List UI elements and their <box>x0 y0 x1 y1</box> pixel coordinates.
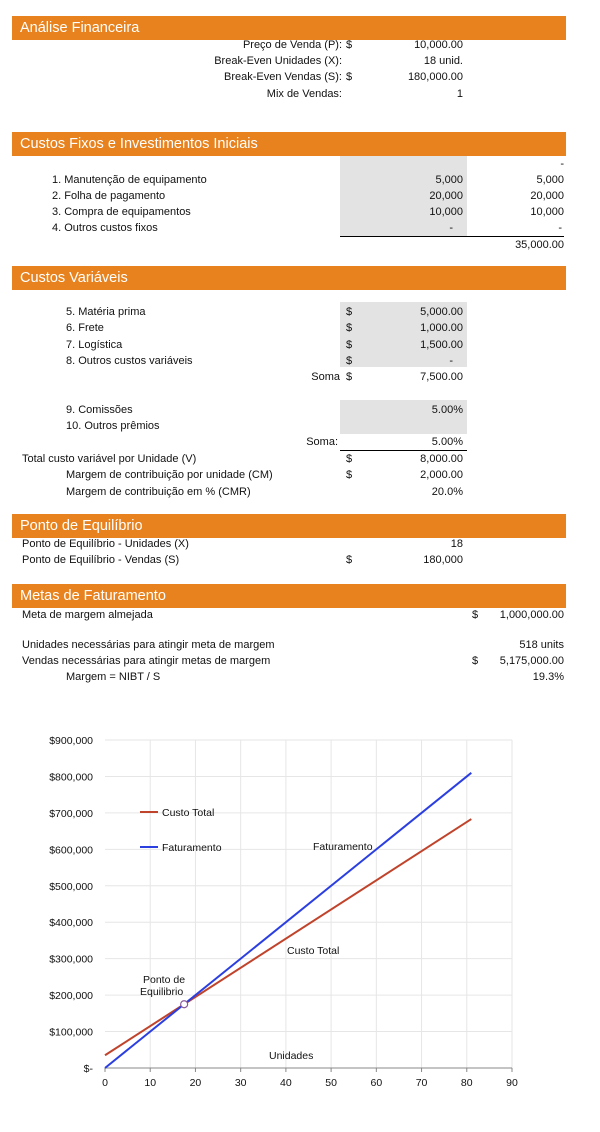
y-tick-label: $700,000 <box>49 807 93 820</box>
be-unidades-label: Break-Even Unidades (X): <box>214 55 342 67</box>
fixed-item-value[interactable]: - <box>449 222 453 234</box>
fixed-item-total: 20,000 <box>530 190 564 202</box>
var-soma-value: 7,500.00 <box>420 371 463 383</box>
pct-item-label: 10. Outros prêmios <box>66 420 160 432</box>
var-item-label: 7. Logística <box>66 339 123 351</box>
fixed-sum-value: 35,000.00 <box>515 239 564 251</box>
fixed-item-total: - <box>558 222 562 234</box>
x-tick-label: 50 <box>325 1077 337 1089</box>
preco-currency: $ <box>346 39 353 51</box>
pct-soma-value: 5.00% <box>431 436 463 448</box>
break-even-chart <box>0 720 600 1100</box>
var-soma-currency: $ <box>346 371 353 383</box>
section-header-custos-variaveis: Custos Variáveis <box>12 266 566 290</box>
margem-value: 19.3% <box>532 671 564 683</box>
cm-label: Margem de contribuição por unidade (CM) <box>66 469 273 481</box>
pe-vendas-currency: $ <box>346 554 353 566</box>
section-header-analise: Análise Financeira <box>12 16 566 40</box>
be-unidades-value: 18 unid. <box>423 55 463 67</box>
section-header-custos-fixos: Custos Fixos e Investimentos Iniciais <box>12 132 566 156</box>
x-tick-label: 30 <box>234 1077 247 1089</box>
annotation-ponto-line2: Equilibrio <box>140 986 184 998</box>
fixed-top-dash: - <box>560 158 564 170</box>
pct-item-label: 9. Comissões <box>66 404 133 416</box>
var-item-value[interactable]: 1,000.00 <box>420 322 463 334</box>
cm-value: 2,000.00 <box>420 469 463 481</box>
x-tick-label: 90 <box>506 1077 518 1089</box>
fixed-item-label: 1. Manutenção de equipamento <box>52 174 207 186</box>
y-tick-label: $- <box>83 1063 93 1075</box>
mix-label: Mix de Vendas: <box>266 88 342 100</box>
x-tick-label: 20 <box>189 1077 202 1089</box>
meta-margem-value[interactable]: 1,000,000.00 <box>499 609 564 621</box>
cmr-value: 20.0% <box>431 486 463 498</box>
total-var-label: Total custo variável por Unidade (V) <box>22 453 197 465</box>
unidades-meta-value: 518 units <box>519 639 564 651</box>
var-item-currency: $ <box>346 339 353 351</box>
x-tick-label: 60 <box>370 1077 383 1089</box>
fixed-item-total: 10,000 <box>530 206 564 218</box>
annotation-custo-total: Custo Total <box>287 945 340 957</box>
vendas-meta-label: Vendas necessárias para atingir metas de margem <box>22 655 271 667</box>
margem-label: Margem = NIBT / S <box>66 671 161 683</box>
y-tick-label: $800,000 <box>49 771 93 784</box>
section-header-metas: Metas de Faturamento <box>12 584 566 608</box>
x-tick-label: 0 <box>102 1077 108 1089</box>
be-vendas-currency: $ <box>346 71 353 83</box>
var-item-value[interactable]: - <box>449 355 453 367</box>
fixed-item-value[interactable]: 10,000 <box>429 206 463 218</box>
x-tick-label: 70 <box>415 1077 428 1089</box>
meta-margem-label: Meta de margem almejada <box>22 609 153 621</box>
unidades-meta-label: Unidades necessárias para atingir meta de margem <box>22 639 275 651</box>
x-tick-label: 80 <box>460 1077 473 1089</box>
series-line-custo-total <box>105 819 471 1055</box>
y-tick-label: $900,000 <box>49 735 93 747</box>
cmr-label: Margem de contribuição em % (CMR) <box>66 486 251 498</box>
annotation-faturamento: Faturamento <box>313 841 373 853</box>
meta-margem-currency: $ <box>472 609 479 621</box>
x-tick-label: 40 <box>280 1077 292 1089</box>
series-line-faturamento <box>105 773 471 1068</box>
y-tick-label: $400,000 <box>49 917 93 930</box>
pe-unidades-label: Ponto de Equilíbrio - Unidades (X) <box>22 538 189 550</box>
fixed-item-value[interactable]: 5,000 <box>435 174 463 186</box>
var-item-label: 5. Matéria prima <box>66 306 146 318</box>
legend-label-faturamento: Faturamento <box>162 842 222 854</box>
total-var-value: 8,000.00 <box>420 453 463 465</box>
var-item-label: 8. Outros custos variáveis <box>66 355 193 367</box>
cm-currency: $ <box>346 469 353 481</box>
pe-unidades-value: 18 <box>450 538 463 550</box>
fixed-item-total: 5,000 <box>536 174 564 186</box>
y-tick-label: $200,000 <box>49 990 93 1003</box>
x-tick-label: 10 <box>144 1077 157 1089</box>
pct-soma-label: Soma: <box>306 436 338 448</box>
break-even-marker <box>181 1001 188 1008</box>
total-var-currency: $ <box>346 453 353 465</box>
var-item-currency: $ <box>346 322 353 334</box>
var-item-value[interactable]: 5,000.00 <box>420 306 463 318</box>
y-tick-label: $500,000 <box>49 880 93 893</box>
pct-sum-rule <box>340 450 467 451</box>
section-header-ponto-equilibrio: Ponto de Equilíbrio <box>12 514 566 538</box>
annotation-ponto-line1: Ponto de <box>143 974 186 986</box>
y-tick-label: $600,000 <box>49 844 93 857</box>
var-soma-label: Soma <box>311 371 340 383</box>
x-axis-label: Unidades <box>269 1050 314 1062</box>
fixed-sum-rule <box>340 236 564 237</box>
be-vendas-value: 180,000.00 <box>407 71 463 83</box>
fixed-item-label: 2. Folha de pagamento <box>52 190 166 202</box>
pe-vendas-value: 180,000 <box>423 554 463 566</box>
legend-label-custo-total: Custo Total <box>162 807 215 819</box>
var-item-value[interactable]: 1,500.00 <box>420 339 463 351</box>
y-tick-label: $300,000 <box>49 953 93 966</box>
fixed-item-value[interactable]: 20,000 <box>429 190 463 202</box>
pe-vendas-label: Ponto de Equilíbrio - Vendas (S) <box>22 554 180 566</box>
var-item-label: 6. Frete <box>66 322 104 334</box>
preco-value: 10,000.00 <box>414 39 463 51</box>
var-item-currency: $ <box>346 306 353 318</box>
mix-value: 1 <box>456 88 463 100</box>
pct-item-value[interactable]: 5.00% <box>431 404 463 416</box>
be-vendas-label: Break-Even Vendas (S): <box>223 71 342 83</box>
preco-label: Preço de Venda (P): <box>242 39 342 51</box>
fixed-item-label: 4. Outros custos fixos <box>52 222 158 234</box>
vendas-meta-value: 5,175,000.00 <box>499 655 564 667</box>
y-tick-label: $100,000 <box>49 1026 93 1039</box>
vendas-meta-currency: $ <box>472 655 479 667</box>
var-item-currency: $ <box>346 355 353 367</box>
fixed-item-label: 3. Compra de equipamentos <box>52 206 191 218</box>
